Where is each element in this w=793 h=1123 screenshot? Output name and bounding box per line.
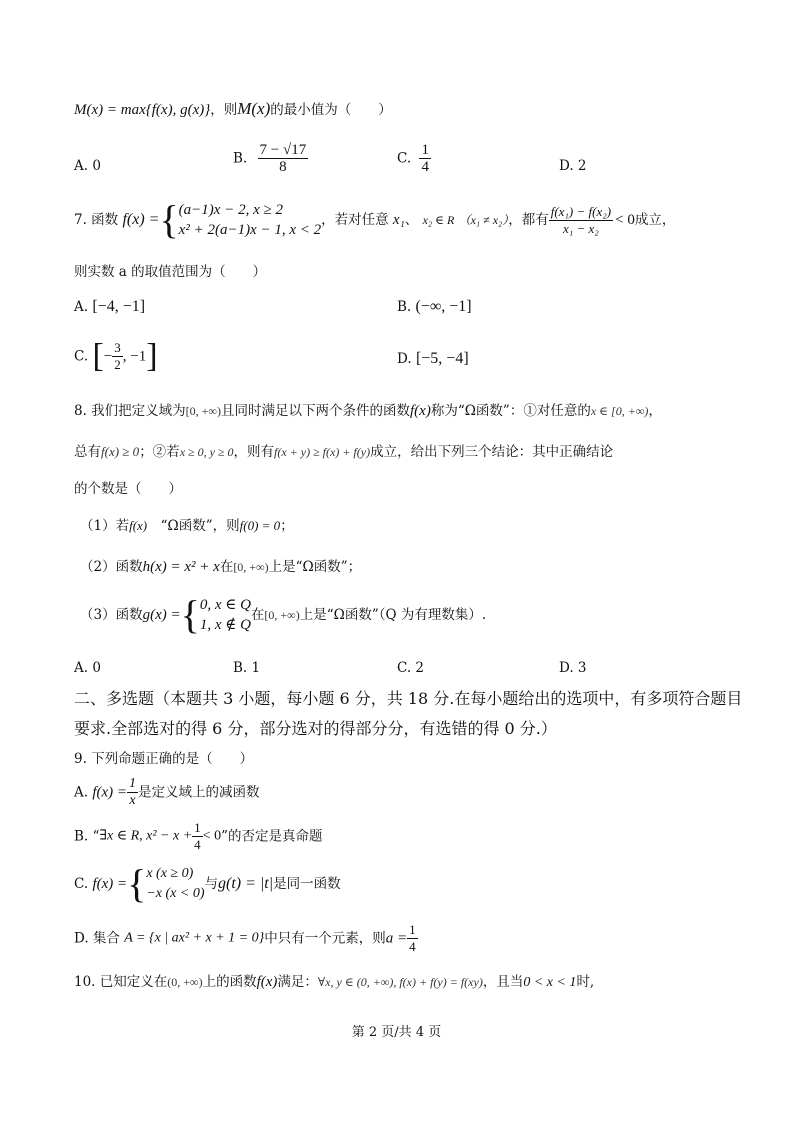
q8-s2-domain: [0, +∞) [233,560,269,574]
q8-x-in-domain: x ∈ [0, +∞) [590,404,649,418]
q8-l1-c: 且同时满足以下两个条件的函数 [221,403,410,419]
q9-option-b [74,820,322,853]
q7-frac-den: x₁ − x₂ [562,220,599,236]
q7-option-c-bracket-right: ] [146,337,158,375]
q8-s3-brace: { [180,592,200,637]
q9-c-mid: 与 [204,876,218,892]
q8-s3-c: 在 [250,607,265,623]
q7-option-c-fraction [112,340,123,373]
q8-s3-gx: g(x) = [142,607,181,623]
q7-case1: (a−1)x − 2, x ≥ 2 [178,202,283,218]
q8-statement-3 [80,592,487,637]
q6-text: ，则 [210,102,238,118]
q6-option-c-num: 1 [421,142,429,158]
q9-d-mid: 中只有一个元素，则 [264,930,386,947]
q9-b-quote-close: ” [221,828,228,845]
q10-domain: (0, +∞) [167,975,203,989]
q9-a-fraction [127,776,138,809]
q8-s2-e: 上是“Ω函数”； [268,559,362,575]
q7-x2: x₂ ∈ R [422,213,455,227]
q7-option-a-value: [−4, −1] [92,298,146,315]
q7-option-b-label: B. [397,299,412,315]
q9-b-math: ∃x ∈ R, x² − x + [99,828,193,844]
q8-s3-cases [200,595,251,635]
q9-c-label: C. [74,876,89,892]
q6-option-c-label: C. [397,150,412,167]
q8-superadditive: f(x + y) ≥ f(x) + f(y) [274,445,371,459]
q9-d-num: 1 [409,922,416,937]
q9-c-case1: x (x ≥ 0) [146,866,194,881]
q7-option-a-label: A. [74,299,89,315]
q9-option-c [74,861,341,906]
q8-s1-c: “Ω函数”，则 [160,518,240,534]
q9-c-text: 是同一函数 [273,876,341,892]
q8-s3-e: 上是“Ω函数”（Q 为有理数集）. [299,607,487,623]
q6-mx: M(x) [237,99,271,118]
q7-option-c [74,337,158,375]
q9-d-fraction [407,922,418,955]
q7-prefix: 7. 函数 [74,212,119,228]
q6-option-c-den: 4 [421,159,429,175]
q8-s1-f0: f(0) = 0 [239,518,281,533]
q9-option-a [74,776,260,809]
q7-fx: f(x) = [122,211,160,228]
q7-option-d-label: D. [397,351,412,367]
q9-b-fraction [192,820,203,853]
q7-line2: 则实数 a 的取值范围为（ ） [74,264,267,280]
q9-d-label: D. 集合 [74,930,120,947]
q8-l1-g: ， [648,403,662,419]
q8-line3: 的个数是（ ） [74,481,182,497]
q8-l1-a: 8. 我们把定义域为 [74,403,186,419]
q9-b-num: 1 [194,820,201,835]
q6-option-b-den: 8 [279,159,287,175]
q10-i: 时, [576,974,595,990]
q7-option-c-den: 2 [114,357,121,372]
q8-s2-a: （2）函数 [80,559,143,575]
q8-l2-c: ；②若 [139,444,180,460]
q9-c-case2: −x (x < 0) [146,886,205,901]
q10-fx: f(x) [256,974,278,990]
q10-a: 10. 已知定义在 [74,974,168,990]
q8-s2-c: 在 [219,559,234,575]
q9-stem: 9. 下列命题正确的是（ ） [74,751,254,767]
q9-c-fx: f(x) = [92,876,128,892]
q9-b-math2: < 0 [202,828,222,844]
q6-question: 的最小值为（ ） [270,102,392,118]
q10-interval: 0 < x < 1 [523,975,577,990]
q8-l2-e: ，则有 [233,444,275,460]
q6-option-b [233,142,308,175]
q9-a-num: 1 [129,776,137,791]
q9-d-a: a = [385,930,408,947]
q9-option-d [74,922,418,955]
q6-option-c [397,142,431,175]
q8-option-d: D. 3 [559,660,587,676]
q8-s1-fx: f(x) [129,518,148,533]
q7-option-c-label: C. [74,348,89,365]
q9-a-den: x [129,793,136,808]
q7-option-a [74,298,145,316]
q8-option-c: C. 2 [397,660,425,676]
q9-d-den: 4 [409,939,416,954]
q9-a-text: 是定义域上的减函数 [138,784,260,801]
q10-c: 上的函数 [202,974,257,990]
q7-mid2: ，都有 [508,212,549,228]
q7-suffix: 成立， [634,212,676,228]
q8-l2-a: 总有 [74,444,101,460]
q8-s1-e: ； [280,518,294,534]
q8-fx-nonneg: f(x) ≥ 0 [101,444,140,459]
q6-option-b-label: B. [233,150,248,167]
q8-option-b: B. 1 [233,660,261,676]
q7-option-c-num: 3 [114,340,121,355]
q8-s1-a: （1）若 [80,518,130,534]
page-footer: 第 2 页/共 4 页 [351,1025,442,1040]
q9-c-brace: { [127,861,147,906]
q7-x1: x₁ [392,212,405,228]
q9-b-text: 的否定是真命题 [227,828,323,845]
q6-option-a: A. 0 [74,158,101,174]
q8-s3-case2: 1, x ∉ Q [199,617,251,633]
q7-option-c-minus: − [103,348,113,365]
q9-d-set: A = {x | ax² + x + 1 = 0} [124,930,265,946]
q8-statement-2 [80,558,361,576]
q9-b-den: 4 [194,837,201,852]
q7-line1 [74,197,676,242]
q7-cases [179,200,321,240]
q8-domain: [0, +∞) [185,404,221,418]
q6-option-b-fraction [258,142,309,175]
q9-a-label: A. [74,784,89,801]
q7-sep: 、 [404,212,419,228]
q7-option-b [397,298,472,316]
q8-line2 [74,443,613,461]
q6-line [74,100,392,119]
q7-cond: （x₁ ≠ x₂） [458,213,509,227]
q7-ineq: < 0 [615,212,635,228]
q7-option-c-tail: , −1 [122,348,147,365]
q9-c-cases [146,864,204,904]
q8-option-a: A. 0 [74,660,101,676]
q10-line1 [74,973,594,992]
q8-statement-1 [80,517,294,535]
q9-c-gt: g(t) = |t| [217,875,274,892]
q8-xy-nonneg: x ≥ 0, y ≥ 0 [179,445,234,459]
q9-a-fx: f(x) = [92,784,128,801]
q8-fx: f(x) [410,403,431,419]
q7-mid1: ，若对任意 [321,212,389,228]
q9-b-quote-open: “ [92,828,100,845]
q7-frac-num: f(x₁) − f(x₂) [550,203,612,219]
q8-s3-a: （3）函数 [80,607,143,623]
q9-b-label: B. [74,828,89,845]
q8-l2-g: 成立，给出下列三个结论：其中正确结论 [370,444,614,460]
q8-s2-hx: h(x) = x² + x [142,559,220,575]
q7-case2: x² + 2(a−1)x − 1, x < 2 [178,222,322,238]
q8-l1-e: 称为“Ω函数”：①对任意的 [430,403,591,419]
q7-option-d-value: [−5, −4] [415,350,469,367]
q6-mx-expr: M(x) = max{f(x), g(x)} [74,102,211,118]
q6-option-c-fraction [419,142,431,175]
q8-line1 [74,402,662,420]
q7-fraction [549,204,613,237]
q7-brace: { [159,197,179,242]
q7-option-b-value: (−∞, −1] [415,298,472,315]
section2-line2: 要求.全部选对的得 6 分，部分选对的得部分分，有选错的得 0 分.） [74,719,557,738]
q8-s3-case1: 0, x ∈ Q [199,597,251,613]
q10-g: ，且当 [482,974,524,990]
section2-line1: 二、多选题（本题共 3 小题，每小题 6 分，共 18 分.在每小题给出的选项中，有多项符合题目 [74,689,743,708]
q7-option-c-bracket-left: [ [92,337,104,375]
q10-functional-eq: ∀x, y ∈ (0, +∞), f(x) + f(y) = f(xy) [317,975,483,989]
q10-e: 满足： [277,974,318,990]
q6-option-d: D. 2 [559,158,587,174]
q8-s3-domain: [0, +∞) [264,608,300,622]
q7-option-d [397,350,469,368]
q6-option-b-num: 7 − √17 [259,142,307,158]
